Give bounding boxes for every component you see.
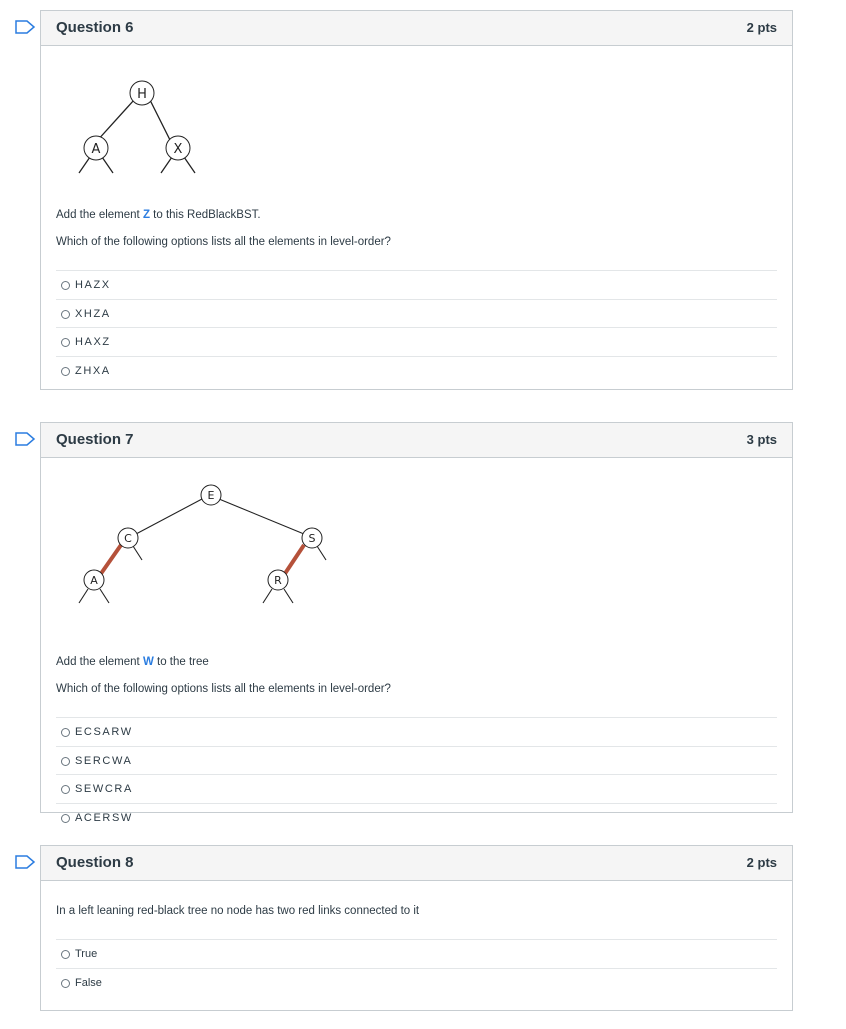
radio-unchecked-icon[interactable] — [61, 338, 70, 347]
tree-node — [84, 570, 104, 590]
radio-unchecked-icon[interactable] — [61, 367, 70, 376]
tree-node — [201, 485, 221, 505]
answer-label: ACERSW — [75, 812, 133, 824]
question-title: Question 7 — [56, 431, 134, 448]
svg-text:R: R — [274, 574, 282, 587]
question-7 — [40, 422, 793, 824]
tree-node — [84, 136, 108, 160]
highlight-element: Z — [142, 209, 150, 221]
question-text: Which of the following options lists all the elements in level-order? — [56, 236, 391, 248]
answer-label: SERCWA — [75, 755, 133, 767]
answer-option[interactable] — [56, 803, 777, 832]
answer-option[interactable] — [56, 717, 777, 746]
answer-option[interactable] — [56, 299, 777, 328]
svg-text:A: A — [90, 574, 98, 587]
question-header — [41, 846, 792, 881]
question-points: 2 pts — [746, 20, 777, 35]
radio-unchecked-icon[interactable] — [61, 728, 70, 737]
question-prompt: Add the element W to the tree — [56, 656, 209, 668]
bookmark-flag-icon[interactable] — [14, 432, 36, 446]
question-header — [41, 11, 792, 46]
tree-node — [268, 570, 288, 590]
answer-label: XHZA — [75, 308, 111, 320]
answer-label: HAZX — [75, 279, 111, 291]
question-8 — [40, 845, 793, 1011]
answer-label: HAXZ — [75, 336, 111, 348]
tree-node — [302, 528, 322, 548]
radio-unchecked-icon[interactable] — [61, 310, 70, 319]
answer-option[interactable] — [56, 270, 777, 299]
red-link — [100, 545, 304, 575]
radio-unchecked-icon[interactable] — [61, 281, 70, 290]
highlight-element: W — [142, 656, 154, 668]
radio-unchecked-icon[interactable] — [61, 979, 70, 988]
question-text: Which of the following options lists all the elements in level-order? — [56, 683, 391, 695]
answer-option[interactable] — [56, 939, 777, 968]
answer-option[interactable] — [56, 774, 777, 803]
svg-text:E: E — [207, 489, 215, 502]
svg-text:X: X — [173, 142, 183, 157]
tree-node — [118, 528, 138, 548]
answer-option[interactable] — [56, 356, 777, 385]
question-points: 2 pts — [746, 855, 777, 870]
tree-node — [166, 136, 190, 160]
red-black-tree-diagram — [41, 46, 794, 206]
question-points: 3 pts — [746, 432, 777, 447]
tree-node — [130, 81, 154, 105]
answer-label: ECSARW — [75, 726, 133, 738]
svg-text:H: H — [137, 87, 147, 102]
question-header — [41, 423, 792, 458]
radio-unchecked-icon[interactable] — [61, 814, 70, 823]
answer-label: True — [75, 948, 98, 960]
radio-unchecked-icon[interactable] — [61, 785, 70, 794]
question-6 — [40, 10, 793, 390]
svg-text:S: S — [308, 532, 316, 545]
radio-unchecked-icon[interactable] — [61, 757, 70, 766]
answer-label: SEWCRA — [75, 783, 133, 795]
question-title: Question 6 — [56, 19, 134, 36]
question-title: Question 8 — [56, 854, 134, 871]
answer-option[interactable] — [56, 327, 777, 356]
answer-label: ZHXA — [75, 365, 111, 377]
bookmark-flag-icon[interactable] — [14, 20, 36, 34]
question-text: In a left leaning red-black tree no node has two red links connected to it — [56, 905, 420, 917]
radio-unchecked-icon[interactable] — [61, 950, 70, 959]
answer-option[interactable] — [56, 968, 777, 997]
svg-text:C: C — [124, 532, 132, 545]
svg-text:A: A — [91, 142, 101, 157]
answer-label: False — [75, 977, 102, 989]
red-black-tree-diagram — [41, 458, 794, 638]
question-prompt: Add the element Z to this RedBlackBST. — [56, 209, 261, 221]
bookmark-flag-icon[interactable] — [14, 855, 36, 869]
answer-option[interactable] — [56, 746, 777, 775]
